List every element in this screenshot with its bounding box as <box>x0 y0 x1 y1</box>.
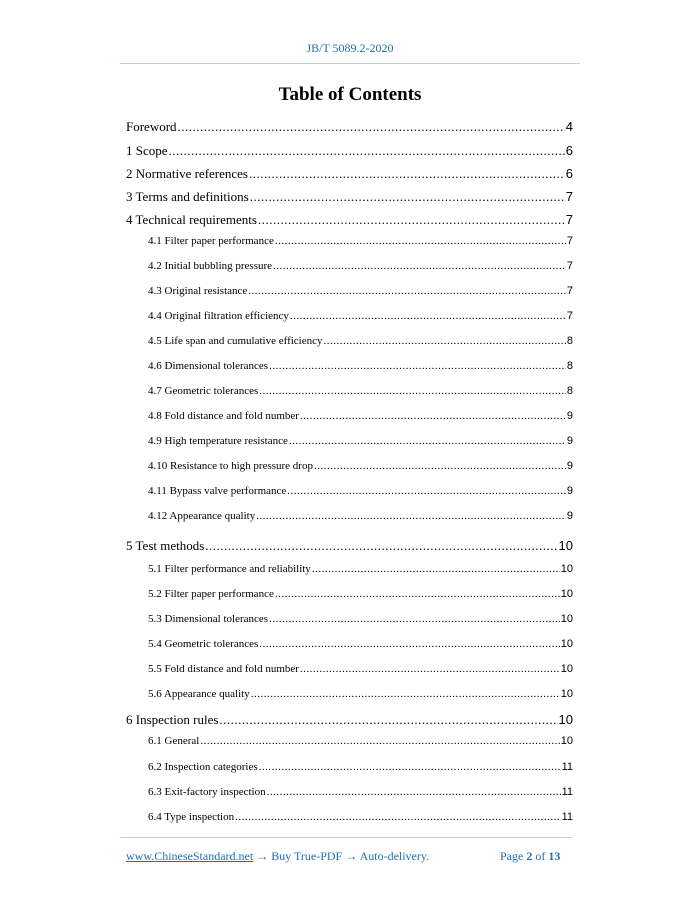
toc-dot-leader <box>219 712 557 728</box>
toc-entry-title: 6.3 Exit-factory inspection <box>148 786 266 798</box>
toc-dot-leader <box>275 235 566 247</box>
toc-entry[interactable] <box>148 688 573 700</box>
toc-entry-page: 9 <box>566 485 573 497</box>
toc-entry-page: 8 <box>566 335 573 347</box>
footer-promo <box>126 849 429 864</box>
toc-dot-leader <box>275 588 560 600</box>
toc-entry-page: 10 <box>560 613 573 625</box>
toc-dot-leader <box>269 613 560 625</box>
toc-entry-title: 5.3 Dimensional tolerances <box>148 613 269 625</box>
toc-entry[interactable] <box>148 811 573 823</box>
toc-entry-page: 9 <box>566 410 573 422</box>
toc-entry-title: 4.7 Geometric tolerances <box>148 385 259 397</box>
toc-dot-leader <box>258 212 565 228</box>
toc-entry-page: 7 <box>566 310 573 322</box>
current-page-number: 2 <box>526 849 533 863</box>
toc-entry-title: 2 Normative references <box>126 166 248 181</box>
toc-entry-title: 4.3 Original resistance <box>148 285 248 297</box>
toc-entry-page: 10 <box>560 588 573 600</box>
toc-entry[interactable] <box>148 761 573 773</box>
page-title: Table of Contents <box>278 84 422 105</box>
toc-entry-page: 9 <box>566 435 573 447</box>
toc-entry-title: 3 Terms and definitions <box>126 189 249 204</box>
toc-entry-page: 7 <box>566 285 573 297</box>
toc-dot-leader <box>267 786 561 798</box>
toc-entry-title: 4 Technical requirements <box>126 212 257 227</box>
toc-entry-title: 6.1 General <box>148 735 200 747</box>
toc-entry-page: 11 <box>561 786 573 798</box>
toc-entry-title: 5 Test methods <box>126 538 205 553</box>
toc-entry-title: 4.9 High temperature resistance <box>148 435 288 447</box>
toc-dot-leader <box>273 260 566 272</box>
toc-entry-title: 4.12 Appearance quality <box>148 510 256 522</box>
toc-entry-page: 10 <box>560 563 573 575</box>
toc-entry[interactable] <box>126 143 573 159</box>
toc-entry[interactable] <box>126 712 573 728</box>
toc-entry[interactable] <box>148 360 573 372</box>
toc-entry[interactable] <box>126 119 573 135</box>
toc-entry-title: 4.10 Resistance to high pressure drop <box>148 460 313 472</box>
chinesestandard-link[interactable]: www.ChineseStandard.net <box>126 849 254 863</box>
toc-entry[interactable] <box>126 212 573 228</box>
toc-dot-leader <box>178 119 565 135</box>
toc-entry-title: 5.5 Fold distance and fold number <box>148 663 299 675</box>
toc-entry[interactable] <box>148 335 573 347</box>
toc-dot-leader <box>289 435 566 447</box>
toc-dot-leader <box>249 166 565 182</box>
toc-entry-page: 11 <box>561 811 573 823</box>
toc-entry-page: 10 <box>558 712 573 727</box>
footer-promo-text: → Buy True-PDF → Auto-delivery. <box>253 849 430 863</box>
toc-entry-page: 7 <box>566 235 573 247</box>
page-prefix: Page <box>500 849 524 863</box>
toc-dot-leader <box>290 310 566 322</box>
toc-dot-leader <box>169 143 565 159</box>
toc-entry-title: 6.4 Type inspection <box>148 811 235 823</box>
toc-entry-title: 4.5 Life span and cumulative efficiency <box>148 335 323 347</box>
toc-entry-title: 6.2 Inspection categories <box>148 761 258 773</box>
toc-entry-page: 7 <box>566 260 573 272</box>
toc-entry-page: 11 <box>561 761 573 773</box>
toc-entry-page: 7 <box>565 189 573 204</box>
toc-entry-title: 5.1 Filter performance and reliability <box>148 563 311 575</box>
toc-entry-title: 6 Inspection rules <box>126 712 219 727</box>
toc-entry-page: 8 <box>566 385 573 397</box>
toc-dot-leader <box>300 663 560 675</box>
toc-entry[interactable] <box>148 613 573 625</box>
toc-entry[interactable] <box>126 538 573 554</box>
toc-dot-leader <box>259 385 566 397</box>
toc-entry-title: 5.2 Filter paper performance <box>148 588 274 600</box>
toc-entry[interactable] <box>148 410 573 422</box>
toc-dot-leader <box>250 189 565 205</box>
page-of: of <box>535 849 546 863</box>
toc-entry[interactable] <box>148 638 573 650</box>
toc-entry[interactable] <box>126 166 573 182</box>
toc-entry-page: 8 <box>566 360 573 372</box>
toc-dot-leader <box>269 360 566 372</box>
toc-entry[interactable] <box>148 310 573 322</box>
toc-dot-leader <box>312 563 560 575</box>
toc-entry-page: 10 <box>558 538 573 553</box>
toc-entry-title: 1 Scope <box>126 143 168 158</box>
toc-dot-leader <box>259 638 559 650</box>
toc-entry-page: 9 <box>566 510 573 522</box>
toc-dot-leader <box>200 735 559 747</box>
toc-entry-page: 6 <box>565 166 573 181</box>
toc-dot-leader <box>235 811 560 823</box>
toc-entry[interactable] <box>148 485 573 497</box>
toc-entry[interactable] <box>148 786 573 798</box>
toc-entry[interactable] <box>148 260 573 272</box>
toc-entry[interactable] <box>148 385 573 397</box>
toc-entry-page: 10 <box>560 638 573 650</box>
total-page-number: 13 <box>548 849 561 863</box>
toc-entry[interactable] <box>148 235 573 247</box>
toc-entry-title: 4.6 Dimensional tolerances <box>148 360 269 372</box>
toc-dot-leader <box>314 460 566 472</box>
toc-dot-leader <box>324 335 566 347</box>
toc-entry[interactable] <box>148 285 573 297</box>
toc-entry-title: 4.2 Initial bubbling pressure <box>148 260 273 272</box>
document-code-header: JB/T 5089.2-2020 <box>306 41 394 55</box>
toc-entry-title: Foreword <box>126 119 177 134</box>
toc-entry[interactable] <box>148 663 573 675</box>
toc-entry-page: 9 <box>566 460 573 472</box>
toc-entry-title: 5.4 Geometric tolerances <box>148 638 259 650</box>
toc-entry-title: 4.8 Fold distance and fold number <box>148 410 299 422</box>
toc-entry[interactable] <box>148 510 573 522</box>
toc-dot-leader <box>287 485 566 497</box>
toc-entry-page: 10 <box>560 688 573 700</box>
toc-dot-leader <box>205 538 557 554</box>
toc-entry[interactable] <box>148 460 573 472</box>
toc-entry-page: 6 <box>565 143 573 158</box>
toc-entry-page: 10 <box>560 735 573 747</box>
toc-dot-leader <box>256 510 566 522</box>
toc-dot-leader <box>248 285 566 297</box>
toc-entry[interactable] <box>148 588 573 600</box>
toc-entry-page: 4 <box>565 119 573 134</box>
toc-entry-page: 10 <box>560 663 573 675</box>
footer-divider <box>120 837 572 838</box>
toc-entry[interactable] <box>148 435 573 447</box>
toc-dot-leader <box>251 688 560 700</box>
toc-entry[interactable] <box>148 735 573 747</box>
toc-entry[interactable] <box>126 189 573 205</box>
toc-entry-title: 4.4 Original filtration efficiency <box>148 310 289 322</box>
toc-dot-leader <box>300 410 566 422</box>
toc-entry-title: 5.6 Appearance quality <box>148 688 250 700</box>
toc-entry[interactable] <box>148 563 573 575</box>
toc-entry-title: 4.11 Bypass valve performance <box>148 485 287 497</box>
toc-entry-title: 4.1 Filter paper performance <box>148 235 274 247</box>
page-indicator <box>500 849 560 864</box>
toc-entry-page: 7 <box>565 212 573 227</box>
toc-dot-leader <box>259 761 561 773</box>
